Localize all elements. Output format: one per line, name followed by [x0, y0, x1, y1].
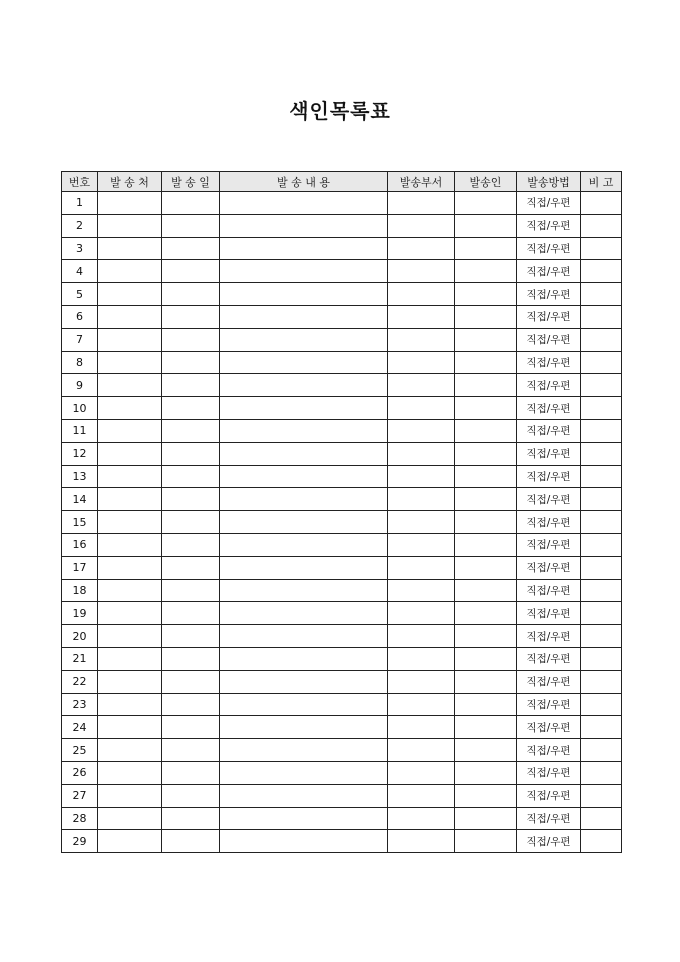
cell-recipient[interactable]	[98, 784, 162, 807]
cell-send-date[interactable]	[162, 761, 220, 784]
cell-department[interactable]	[388, 328, 455, 351]
cell-remarks[interactable]	[581, 556, 622, 579]
table-row	[62, 328, 622, 351]
cell-sender[interactable]	[455, 716, 517, 739]
cell-recipient[interactable]	[98, 305, 162, 328]
cell-send-date[interactable]	[162, 192, 220, 215]
cell-send-date[interactable]	[162, 305, 220, 328]
cell-sender[interactable]	[455, 397, 517, 420]
cell-method: 직접/우편	[517, 283, 581, 306]
cell-department[interactable]	[388, 397, 455, 420]
cell-sender[interactable]	[455, 556, 517, 579]
cell-remarks[interactable]	[581, 465, 622, 488]
cell-recipient[interactable]	[98, 533, 162, 556]
cell-method: 직접/우편	[517, 419, 581, 442]
cell-method: 직접/우편	[517, 214, 581, 237]
cell-send-date[interactable]	[162, 351, 220, 374]
table-row	[62, 192, 622, 215]
cell-send-date[interactable]	[162, 647, 220, 670]
header-number: 번호	[62, 172, 98, 192]
cell-content[interactable]	[220, 237, 388, 260]
cell-remarks[interactable]	[581, 830, 622, 853]
cell-department[interactable]	[388, 693, 455, 716]
cell-content[interactable]	[220, 784, 388, 807]
cell-remarks[interactable]	[581, 511, 622, 534]
cell-send-date[interactable]	[162, 739, 220, 762]
cell-number: 27	[62, 784, 98, 807]
cell-content[interactable]	[220, 328, 388, 351]
cell-content[interactable]	[220, 488, 388, 511]
cell-department[interactable]	[388, 533, 455, 556]
cell-remarks[interactable]	[581, 351, 622, 374]
cell-department[interactable]	[388, 647, 455, 670]
cell-method: 직접/우편	[517, 260, 581, 283]
cell-sender[interactable]	[455, 784, 517, 807]
cell-number: 26	[62, 761, 98, 784]
cell-send-date[interactable]	[162, 533, 220, 556]
cell-method: 직접/우편	[517, 465, 581, 488]
table-body	[62, 192, 622, 853]
cell-number: 7	[62, 328, 98, 351]
cell-department[interactable]	[388, 579, 455, 602]
cell-sender[interactable]	[455, 533, 517, 556]
cell-number: 6	[62, 305, 98, 328]
cell-recipient[interactable]	[98, 739, 162, 762]
cell-sender[interactable]	[455, 237, 517, 260]
cell-send-date[interactable]	[162, 625, 220, 648]
cell-sender[interactable]	[455, 830, 517, 853]
cell-number: 1	[62, 192, 98, 215]
cell-recipient[interactable]	[98, 488, 162, 511]
cell-remarks[interactable]	[581, 374, 622, 397]
cell-remarks[interactable]	[581, 283, 622, 306]
cell-department[interactable]	[388, 465, 455, 488]
cell-send-date[interactable]	[162, 214, 220, 237]
cell-send-date[interactable]	[162, 442, 220, 465]
cell-content[interactable]	[220, 761, 388, 784]
cell-number: 11	[62, 419, 98, 442]
cell-method: 직접/우편	[517, 670, 581, 693]
cell-remarks[interactable]	[581, 807, 622, 830]
cell-send-date[interactable]	[162, 260, 220, 283]
cell-recipient[interactable]	[98, 283, 162, 306]
cell-sender[interactable]	[455, 739, 517, 762]
cell-method: 직접/우편	[517, 579, 581, 602]
table-row	[62, 283, 622, 306]
cell-number: 20	[62, 625, 98, 648]
table-row	[62, 419, 622, 442]
cell-recipient[interactable]	[98, 351, 162, 374]
cell-method: 직접/우편	[517, 305, 581, 328]
cell-content[interactable]	[220, 511, 388, 534]
cell-sender[interactable]	[455, 693, 517, 716]
cell-number: 28	[62, 807, 98, 830]
cell-remarks[interactable]	[581, 693, 622, 716]
header-sender: 발송인	[455, 172, 517, 192]
cell-number: 25	[62, 739, 98, 762]
cell-method: 직접/우편	[517, 351, 581, 374]
cell-number: 13	[62, 465, 98, 488]
cell-send-date[interactable]	[162, 465, 220, 488]
cell-department[interactable]	[388, 830, 455, 853]
cell-method: 직접/우편	[517, 807, 581, 830]
cell-remarks[interactable]	[581, 716, 622, 739]
cell-recipient[interactable]	[98, 830, 162, 853]
cell-sender[interactable]	[455, 602, 517, 625]
cell-content[interactable]	[220, 442, 388, 465]
cell-content[interactable]	[220, 716, 388, 739]
cell-number: 17	[62, 556, 98, 579]
cell-content[interactable]	[220, 625, 388, 648]
cell-department[interactable]	[388, 761, 455, 784]
cell-department[interactable]	[388, 625, 455, 648]
header-send-date: 발 송 일	[162, 172, 220, 192]
cell-remarks[interactable]	[581, 260, 622, 283]
cell-method: 직접/우편	[517, 488, 581, 511]
cell-remarks[interactable]	[581, 305, 622, 328]
table-row	[62, 625, 622, 648]
cell-remarks[interactable]	[581, 419, 622, 442]
cell-remarks[interactable]	[581, 397, 622, 420]
cell-sender[interactable]	[455, 192, 517, 215]
cell-number: 12	[62, 442, 98, 465]
cell-department[interactable]	[388, 784, 455, 807]
cell-method: 직접/우편	[517, 397, 581, 420]
cell-recipient[interactable]	[98, 716, 162, 739]
cell-recipient[interactable]	[98, 328, 162, 351]
cell-department[interactable]	[388, 442, 455, 465]
cell-sender[interactable]	[455, 625, 517, 648]
cell-send-date[interactable]	[162, 807, 220, 830]
cell-department[interactable]	[388, 192, 455, 215]
cell-recipient[interactable]	[98, 397, 162, 420]
cell-method: 직접/우편	[517, 693, 581, 716]
cell-method: 직접/우편	[517, 328, 581, 351]
cell-remarks[interactable]	[581, 625, 622, 648]
cell-department[interactable]	[388, 214, 455, 237]
page-title: 색인목록표	[289, 99, 391, 123]
cell-recipient[interactable]	[98, 260, 162, 283]
cell-remarks[interactable]	[581, 739, 622, 762]
cell-department[interactable]	[388, 556, 455, 579]
cell-sender[interactable]	[455, 761, 517, 784]
table-row	[62, 807, 622, 830]
cell-send-date[interactable]	[162, 419, 220, 442]
cell-content[interactable]	[220, 830, 388, 853]
cell-department[interactable]	[388, 419, 455, 442]
cell-department[interactable]	[388, 511, 455, 534]
header-content: 발 송 내 용	[220, 172, 388, 192]
cell-sender[interactable]	[455, 374, 517, 397]
cell-content[interactable]	[220, 579, 388, 602]
table-row	[62, 214, 622, 237]
cell-recipient[interactable]	[98, 442, 162, 465]
cell-send-date[interactable]	[162, 283, 220, 306]
cell-content[interactable]	[220, 397, 388, 420]
cell-content[interactable]	[220, 739, 388, 762]
cell-remarks[interactable]	[581, 488, 622, 511]
table-row	[62, 237, 622, 260]
cell-send-date[interactable]	[162, 397, 220, 420]
table-row	[62, 716, 622, 739]
table-row	[62, 511, 622, 534]
cell-number: 21	[62, 647, 98, 670]
cell-department[interactable]	[388, 260, 455, 283]
cell-sender[interactable]	[455, 351, 517, 374]
cell-recipient[interactable]	[98, 647, 162, 670]
cell-number: 19	[62, 602, 98, 625]
cell-send-date[interactable]	[162, 716, 220, 739]
cell-number: 3	[62, 237, 98, 260]
cell-recipient[interactable]	[98, 602, 162, 625]
cell-sender[interactable]	[455, 579, 517, 602]
cell-method: 직접/우편	[517, 739, 581, 762]
cell-sender[interactable]	[455, 283, 517, 306]
cell-recipient[interactable]	[98, 237, 162, 260]
cell-remarks[interactable]	[581, 533, 622, 556]
cell-sender[interactable]	[455, 807, 517, 830]
cell-method: 직접/우편	[517, 511, 581, 534]
table-row	[62, 830, 622, 853]
cell-sender[interactable]	[455, 442, 517, 465]
cell-method: 직접/우편	[517, 442, 581, 465]
table-row	[62, 465, 622, 488]
cell-sender[interactable]	[455, 465, 517, 488]
cell-department[interactable]	[388, 305, 455, 328]
cell-recipient[interactable]	[98, 670, 162, 693]
table-row	[62, 260, 622, 283]
cell-sender[interactable]	[455, 214, 517, 237]
cell-number: 8	[62, 351, 98, 374]
cell-content[interactable]	[220, 351, 388, 374]
cell-content[interactable]	[220, 556, 388, 579]
cell-method: 직접/우편	[517, 237, 581, 260]
cell-department[interactable]	[388, 351, 455, 374]
cell-recipient[interactable]	[98, 579, 162, 602]
cell-send-date[interactable]	[162, 488, 220, 511]
cell-remarks[interactable]	[581, 192, 622, 215]
cell-content[interactable]	[220, 465, 388, 488]
cell-sender[interactable]	[455, 647, 517, 670]
table-row	[62, 351, 622, 374]
cell-recipient[interactable]	[98, 807, 162, 830]
table-row	[62, 784, 622, 807]
cell-recipient[interactable]	[98, 419, 162, 442]
cell-department[interactable]	[388, 488, 455, 511]
cell-content[interactable]	[220, 693, 388, 716]
cell-method: 직접/우편	[517, 716, 581, 739]
cell-number: 4	[62, 260, 98, 283]
cell-number: 15	[62, 511, 98, 534]
cell-send-date[interactable]	[162, 374, 220, 397]
cell-method: 직접/우편	[517, 192, 581, 215]
cell-recipient[interactable]	[98, 214, 162, 237]
cell-method: 직접/우편	[517, 556, 581, 579]
cell-method: 직접/우편	[517, 374, 581, 397]
cell-recipient[interactable]	[98, 374, 162, 397]
cell-content[interactable]	[220, 419, 388, 442]
cell-content[interactable]	[220, 214, 388, 237]
cell-remarks[interactable]	[581, 761, 622, 784]
cell-send-date[interactable]	[162, 670, 220, 693]
cell-send-date[interactable]	[162, 602, 220, 625]
cell-send-date[interactable]	[162, 693, 220, 716]
cell-content[interactable]	[220, 602, 388, 625]
cell-content[interactable]	[220, 260, 388, 283]
table-row	[62, 374, 622, 397]
cell-sender[interactable]	[455, 419, 517, 442]
cell-sender[interactable]	[455, 511, 517, 534]
cell-remarks[interactable]	[581, 784, 622, 807]
cell-remarks[interactable]	[581, 579, 622, 602]
cell-department[interactable]	[388, 670, 455, 693]
cell-send-date[interactable]	[162, 784, 220, 807]
cell-remarks[interactable]	[581, 670, 622, 693]
table-row	[62, 602, 622, 625]
cell-content[interactable]	[220, 192, 388, 215]
cell-number: 16	[62, 533, 98, 556]
table-row	[62, 397, 622, 420]
cell-sender[interactable]	[455, 305, 517, 328]
cell-method: 직접/우편	[517, 647, 581, 670]
cell-send-date[interactable]	[162, 830, 220, 853]
cell-department[interactable]	[388, 237, 455, 260]
table-row	[62, 647, 622, 670]
cell-content[interactable]	[220, 283, 388, 306]
cell-recipient[interactable]	[98, 192, 162, 215]
cell-send-date[interactable]	[162, 511, 220, 534]
cell-remarks[interactable]	[581, 214, 622, 237]
cell-remarks[interactable]	[581, 647, 622, 670]
cell-send-date[interactable]	[162, 556, 220, 579]
cell-number: 2	[62, 214, 98, 237]
cell-department[interactable]	[388, 374, 455, 397]
cell-number: 5	[62, 283, 98, 306]
cell-number: 29	[62, 830, 98, 853]
cell-remarks[interactable]	[581, 328, 622, 351]
cell-send-date[interactable]	[162, 328, 220, 351]
cell-recipient[interactable]	[98, 556, 162, 579]
cell-send-date[interactable]	[162, 237, 220, 260]
cell-method: 직접/우편	[517, 784, 581, 807]
header-department: 발송부서	[388, 172, 455, 192]
cell-method: 직접/우편	[517, 830, 581, 853]
header-remarks: 비 고	[581, 172, 622, 192]
table-row	[62, 305, 622, 328]
cell-remarks[interactable]	[581, 602, 622, 625]
table-row	[62, 442, 622, 465]
header-method: 발송방법	[517, 172, 581, 192]
cell-department[interactable]	[388, 739, 455, 762]
cell-method: 직접/우편	[517, 533, 581, 556]
table-row	[62, 670, 622, 693]
table-row	[62, 488, 622, 511]
cell-number: 24	[62, 716, 98, 739]
cell-method: 직접/우편	[517, 761, 581, 784]
cell-department[interactable]	[388, 807, 455, 830]
table-row	[62, 579, 622, 602]
table-row	[62, 761, 622, 784]
cell-content[interactable]	[220, 807, 388, 830]
cell-number: 14	[62, 488, 98, 511]
table-row	[62, 693, 622, 716]
cell-number: 18	[62, 579, 98, 602]
cell-method: 직접/우편	[517, 602, 581, 625]
table-header-row	[62, 172, 622, 192]
index-table	[61, 171, 622, 853]
table-row	[62, 533, 622, 556]
cell-sender[interactable]	[455, 670, 517, 693]
cell-department[interactable]	[388, 602, 455, 625]
cell-number: 9	[62, 374, 98, 397]
cell-remarks[interactable]	[581, 442, 622, 465]
cell-recipient[interactable]	[98, 625, 162, 648]
cell-remarks[interactable]	[581, 237, 622, 260]
table-row	[62, 556, 622, 579]
cell-recipient[interactable]	[98, 511, 162, 534]
cell-content[interactable]	[220, 670, 388, 693]
cell-number: 23	[62, 693, 98, 716]
cell-content[interactable]	[220, 647, 388, 670]
cell-recipient[interactable]	[98, 761, 162, 784]
cell-send-date[interactable]	[162, 579, 220, 602]
cell-recipient[interactable]	[98, 693, 162, 716]
cell-sender[interactable]	[455, 328, 517, 351]
cell-content[interactable]	[220, 374, 388, 397]
cell-department[interactable]	[388, 283, 455, 306]
cell-method: 직접/우편	[517, 625, 581, 648]
cell-number: 10	[62, 397, 98, 420]
cell-sender[interactable]	[455, 488, 517, 511]
cell-recipient[interactable]	[98, 465, 162, 488]
cell-number: 22	[62, 670, 98, 693]
table-row	[62, 739, 622, 762]
cell-sender[interactable]	[455, 260, 517, 283]
cell-content[interactable]	[220, 533, 388, 556]
cell-content[interactable]	[220, 305, 388, 328]
cell-department[interactable]	[388, 716, 455, 739]
header-recipient: 발 송 처	[98, 172, 162, 192]
